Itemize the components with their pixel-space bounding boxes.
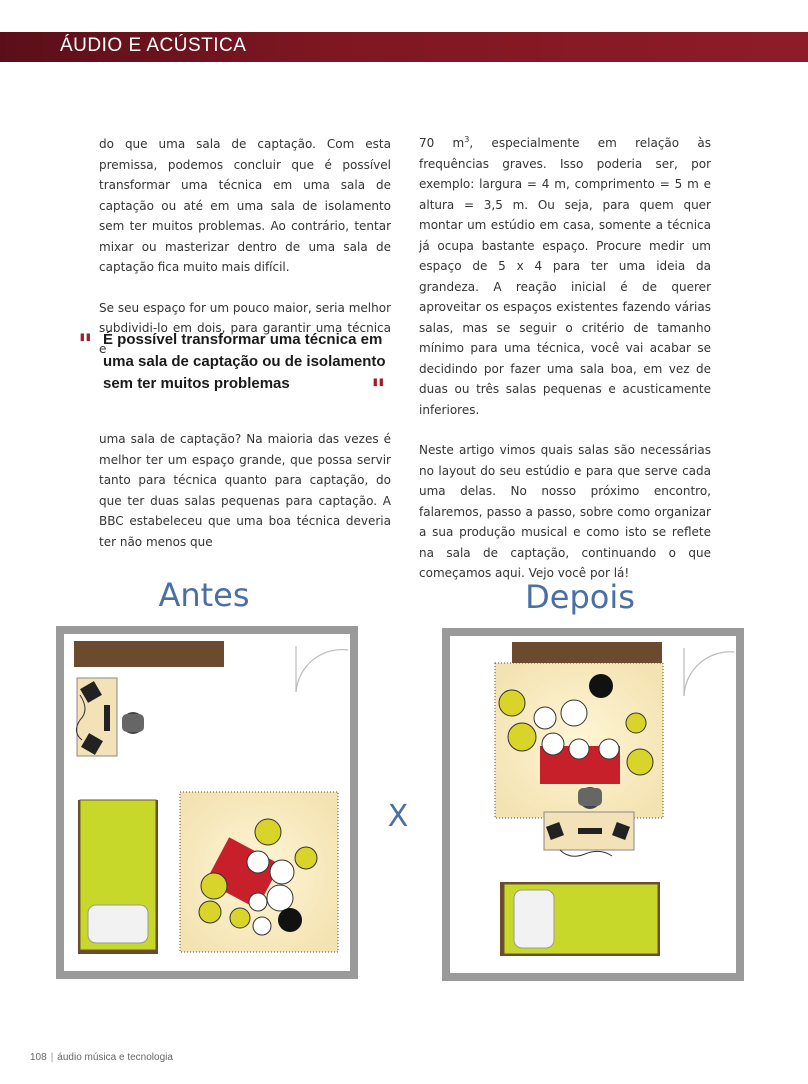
cabinet <box>74 641 224 667</box>
paragraph: Se seu espaço for um pouco maior, seria melhor subdividi-lo em dois, para garantir uma técnica e <box>99 300 391 356</box>
footer-separator: | <box>50 1052 54 1063</box>
paragraph: do que uma sala de captação. Com esta premissa, podemos concluir que é possível transformar uma técnica em uma sala de captação ou até em uma sala de isolamento sem ter muitos problemas. Ao contrário, tentar mixar ou masterizar dentro de uma sala de captação fica muito mais difícil. <box>99 137 391 274</box>
cymbal <box>255 819 281 845</box>
pillow <box>514 890 554 948</box>
paragraph: Neste artigo vimos quais salas são necessárias no layout do seu estúdio e para que serve cada uma delas. No nosso próximo encontro, falaremos, passo a passo, sobre como organizar a sua produção musical e como isto se reflete na sala de captação, continuando o que começamos aqui. Vejo você por lá! <box>419 443 711 580</box>
pull-quote-text: É possível transformar uma técnica em uma sala de captação ou de isolamento sem ter muitos problemas <box>103 331 386 392</box>
cymbal <box>627 749 653 775</box>
right-column <box>419 133 711 584</box>
drum <box>569 739 589 759</box>
drum <box>270 860 294 884</box>
text-fragment: 70 m <box>419 136 465 150</box>
room-before <box>60 630 354 975</box>
superscript: 3 <box>464 135 470 144</box>
close-quote-icon: " <box>371 373 386 406</box>
drum <box>267 885 293 911</box>
text-fragment: , especialmente em relação às frequências graves. Isso poderia ser, por exemplo: largura = 4 m, comprimento = 5 m e altura = 3,5 m. Ou seja, para quem quer montar um estúdio em casa, somente a técnica já ocupa bastante espaço. Procure medir um espaço de 5 x 4 para ter uma ideia da grandeza. A reação inicial é de querer aproveitar os espaços existentes fazendo várias salas, mas se seguir o critério de tamanho mínimo para uma técnica, você vai acabar se decidindo por fazer uma sala boa, em vez de duas ou três salas pequenas e acusticamente inferiores. <box>419 136 711 417</box>
paragraph: uma sala de captação? Na maioria das vezes é melhor ter um espaço grande, que possa servir tanto para técnica quanto para captação, do que ter duas salas pequenas para captação. A BBC estabeleceu que uma boa técnica deveria ter não menos que <box>99 432 391 549</box>
drum-stool <box>589 674 613 698</box>
separator-x: X <box>387 799 409 834</box>
left-column-top <box>99 134 391 359</box>
cymbal <box>499 690 525 716</box>
section-header-bar <box>0 32 808 62</box>
drum <box>561 700 587 726</box>
open-quote-icon: " <box>78 328 93 361</box>
cymbal <box>295 847 317 869</box>
drum <box>253 917 271 935</box>
drum <box>249 893 267 911</box>
cymbal <box>199 901 221 923</box>
chair-seat <box>122 714 144 732</box>
drum-stool <box>278 908 302 932</box>
page-number: 108 <box>30 1052 47 1063</box>
paragraph <box>419 133 711 420</box>
drum <box>534 707 556 729</box>
pillow <box>88 905 148 943</box>
page-footer <box>30 1052 173 1063</box>
room-layout-figure <box>0 560 808 1000</box>
room-after <box>446 632 740 977</box>
cymbal <box>626 713 646 733</box>
drum <box>599 739 619 759</box>
after-label: Depois <box>525 578 635 616</box>
left-column-bottom <box>99 429 391 552</box>
drum <box>247 851 269 873</box>
keyboard <box>104 705 110 731</box>
chair-seat <box>578 788 602 806</box>
cymbal <box>508 723 536 751</box>
before-label: Antes <box>158 576 250 614</box>
cymbal <box>201 873 227 899</box>
publication-name: áudio música e tecnologia <box>57 1052 173 1063</box>
keyboard <box>578 828 602 834</box>
cymbal <box>230 908 250 928</box>
section-title: ÁUDIO E ACÚSTICA <box>60 35 247 56</box>
drum <box>542 733 564 755</box>
